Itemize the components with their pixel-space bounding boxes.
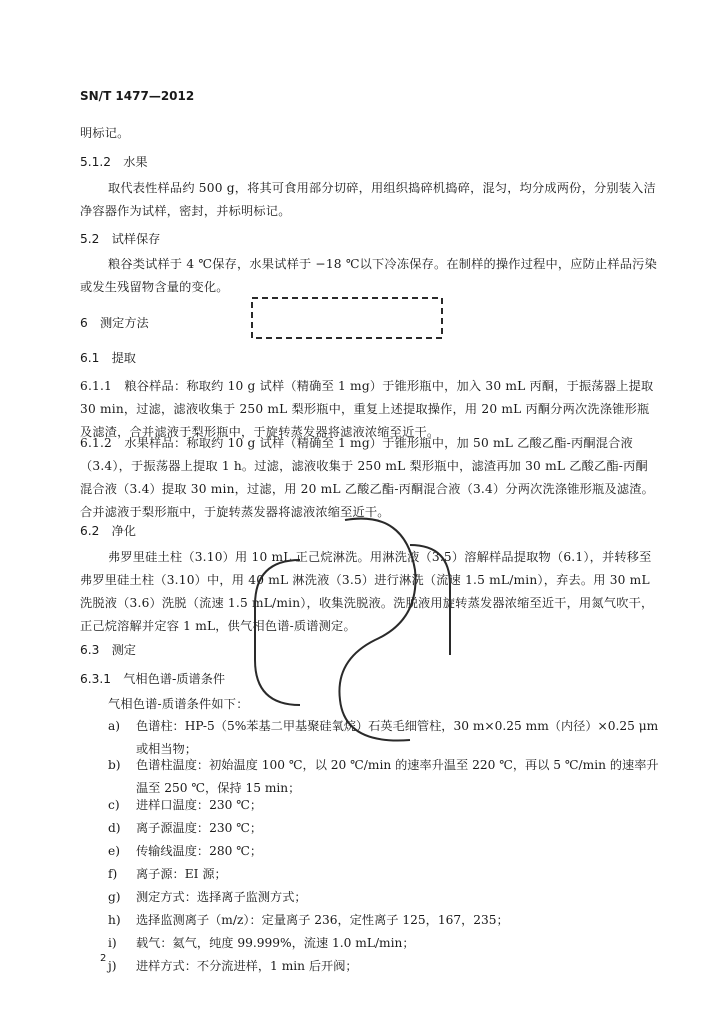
paragraph-continuation: 明标记。	[80, 126, 130, 140]
paragraph-5-2: 粮谷类试样于 4 ℃保存，水果试样于 −18 ℃以下冷冻保存。在制样的操作过程中，应防止样品污染或发生残留物含量的变化。	[80, 257, 657, 294]
condition-text: 进样口温度：230 ℃；	[136, 798, 263, 812]
condition-item	[108, 955, 668, 978]
condition-label: d)	[108, 821, 121, 835]
condition-text: 色谱柱：HP-5（5%苯基二甲基聚硅氧烷）石英毛细管柱，30 m×0.25 mm（内径）×0.25 μm 或相当物；	[136, 719, 659, 756]
heading-5-2: 5.2 试样保存	[80, 232, 161, 246]
condition-text: 进样方式：不分流进样，1 min 后开阀；	[136, 959, 358, 973]
condition-item	[108, 817, 668, 840]
condition-label: b)	[108, 758, 121, 772]
condition-label: i)	[108, 936, 117, 950]
condition-label: f)	[108, 867, 118, 881]
condition-item	[108, 794, 668, 817]
condition-text: 载气：氦气，纯度 99.999%，流速 1.0 mL/min；	[136, 936, 415, 950]
paragraph-6-2: 弗罗里硅土柱（3.10）用 10 mL 正己烷淋洗。用淋洗液（3.5）溶解样品提取物（6.1），并转移至弗罗里硅土柱（3.10）中，用 40 mL 淋洗液（3.5）进行淋洗（流速 1.5 mL/min），弃去。用 30 mL 洗脱液（3.6）洗脱（流速 1.5 mL/min），收集洗脱液。洗脱液用旋转蒸发器浓缩至近干，用氮气吹干，正己烷溶解并定容 1 mL，供气相色谱-质谱测定。	[80, 550, 654, 633]
condition-label: h)	[108, 913, 121, 927]
condition-text: 离子源：EI 源；	[136, 867, 227, 881]
condition-label: e)	[108, 844, 120, 858]
condition-item	[108, 886, 668, 909]
paragraph-5-1-2: 取代表性样品约 500 g，将其可食用部分切碎，用组织捣碎机捣碎，混匀，均分成两份，分别装入洁净容器作为试样，密封，并标明标记。	[80, 181, 656, 218]
condition-label: j)	[108, 959, 117, 973]
condition-text: 测定方式：选择离子监测方式；	[136, 890, 307, 904]
standard-number: SN/T 1477—2012	[80, 89, 195, 103]
condition-item	[108, 863, 668, 886]
condition-item	[108, 932, 668, 955]
paragraph-6-3-1: 气相色谱-质谱条件如下：	[108, 697, 249, 711]
heading-6-1: 6.1 提取	[80, 351, 136, 365]
condition-text: 离子源温度：230 ℃；	[136, 821, 263, 835]
heading-6: 6 测定方法	[80, 316, 149, 330]
condition-text: 色谱柱温度：初始温度 100 ℃，以 20 ℃/min 的速率升温至 220 ℃，再以 5 ℃/min 的速率升温至 250 ℃，保持 15 min；	[136, 758, 659, 795]
heading-6-2: 6.2 净化	[80, 524, 136, 538]
condition-label: a)	[108, 719, 121, 733]
paragraph-6-1-2: 6.1.2 水果样品：称取约 10 g 试样（精确至 1 mg）于锥形瓶中，加 50 mL 乙酸乙酯-丙酮混合液（3.4），于振荡器上提取 1 h。过滤，滤液收集于 250 mL 梨形瓶中，滤渣再加 30 mL 乙酸乙酯-丙酮混合液（3.4）提取 30 min，过滤，用 20 mL 乙酸乙酯-丙酮混合液（3.4）分两次洗涤锥形瓶及滤渣。合并滤液于梨形瓶中，于旋转蒸发器将滤液浓缩至近干。	[80, 436, 654, 519]
heading-6-3-1: 6.3.1 气相色谱-质谱条件	[80, 672, 226, 686]
condition-label: c)	[108, 798, 120, 812]
condition-label: g)	[108, 890, 121, 904]
condition-item	[108, 909, 668, 932]
condition-item	[108, 840, 668, 863]
condition-text: 传输线温度：280 ℃；	[136, 844, 263, 858]
watermark-frame	[252, 298, 442, 338]
condition-text: 选择监测离子（m/z）：定量离子 236，定性离子 125，167，235；	[136, 913, 509, 927]
heading-6-3: 6.3 测定	[80, 643, 136, 657]
paragraph-6-1-1: 6.1.1 粮谷样品：称取约 10 g 试样（精确至 1 mg）于锥形瓶中，加入 30 mL 丙酮，于振荡器上提取 30 min，过滤，滤液收集于 250 mL 梨形瓶中，重复上述提取操作，用 20 mL 丙酮分两次洗涤锥形瓶及滤渣，合并滤液于梨形瓶中，于旋转蒸发器将滤液浓缩至近干。	[80, 379, 654, 439]
page-number: 2	[100, 953, 107, 964]
heading-5-1-2: 5.1.2 水果	[80, 155, 148, 169]
